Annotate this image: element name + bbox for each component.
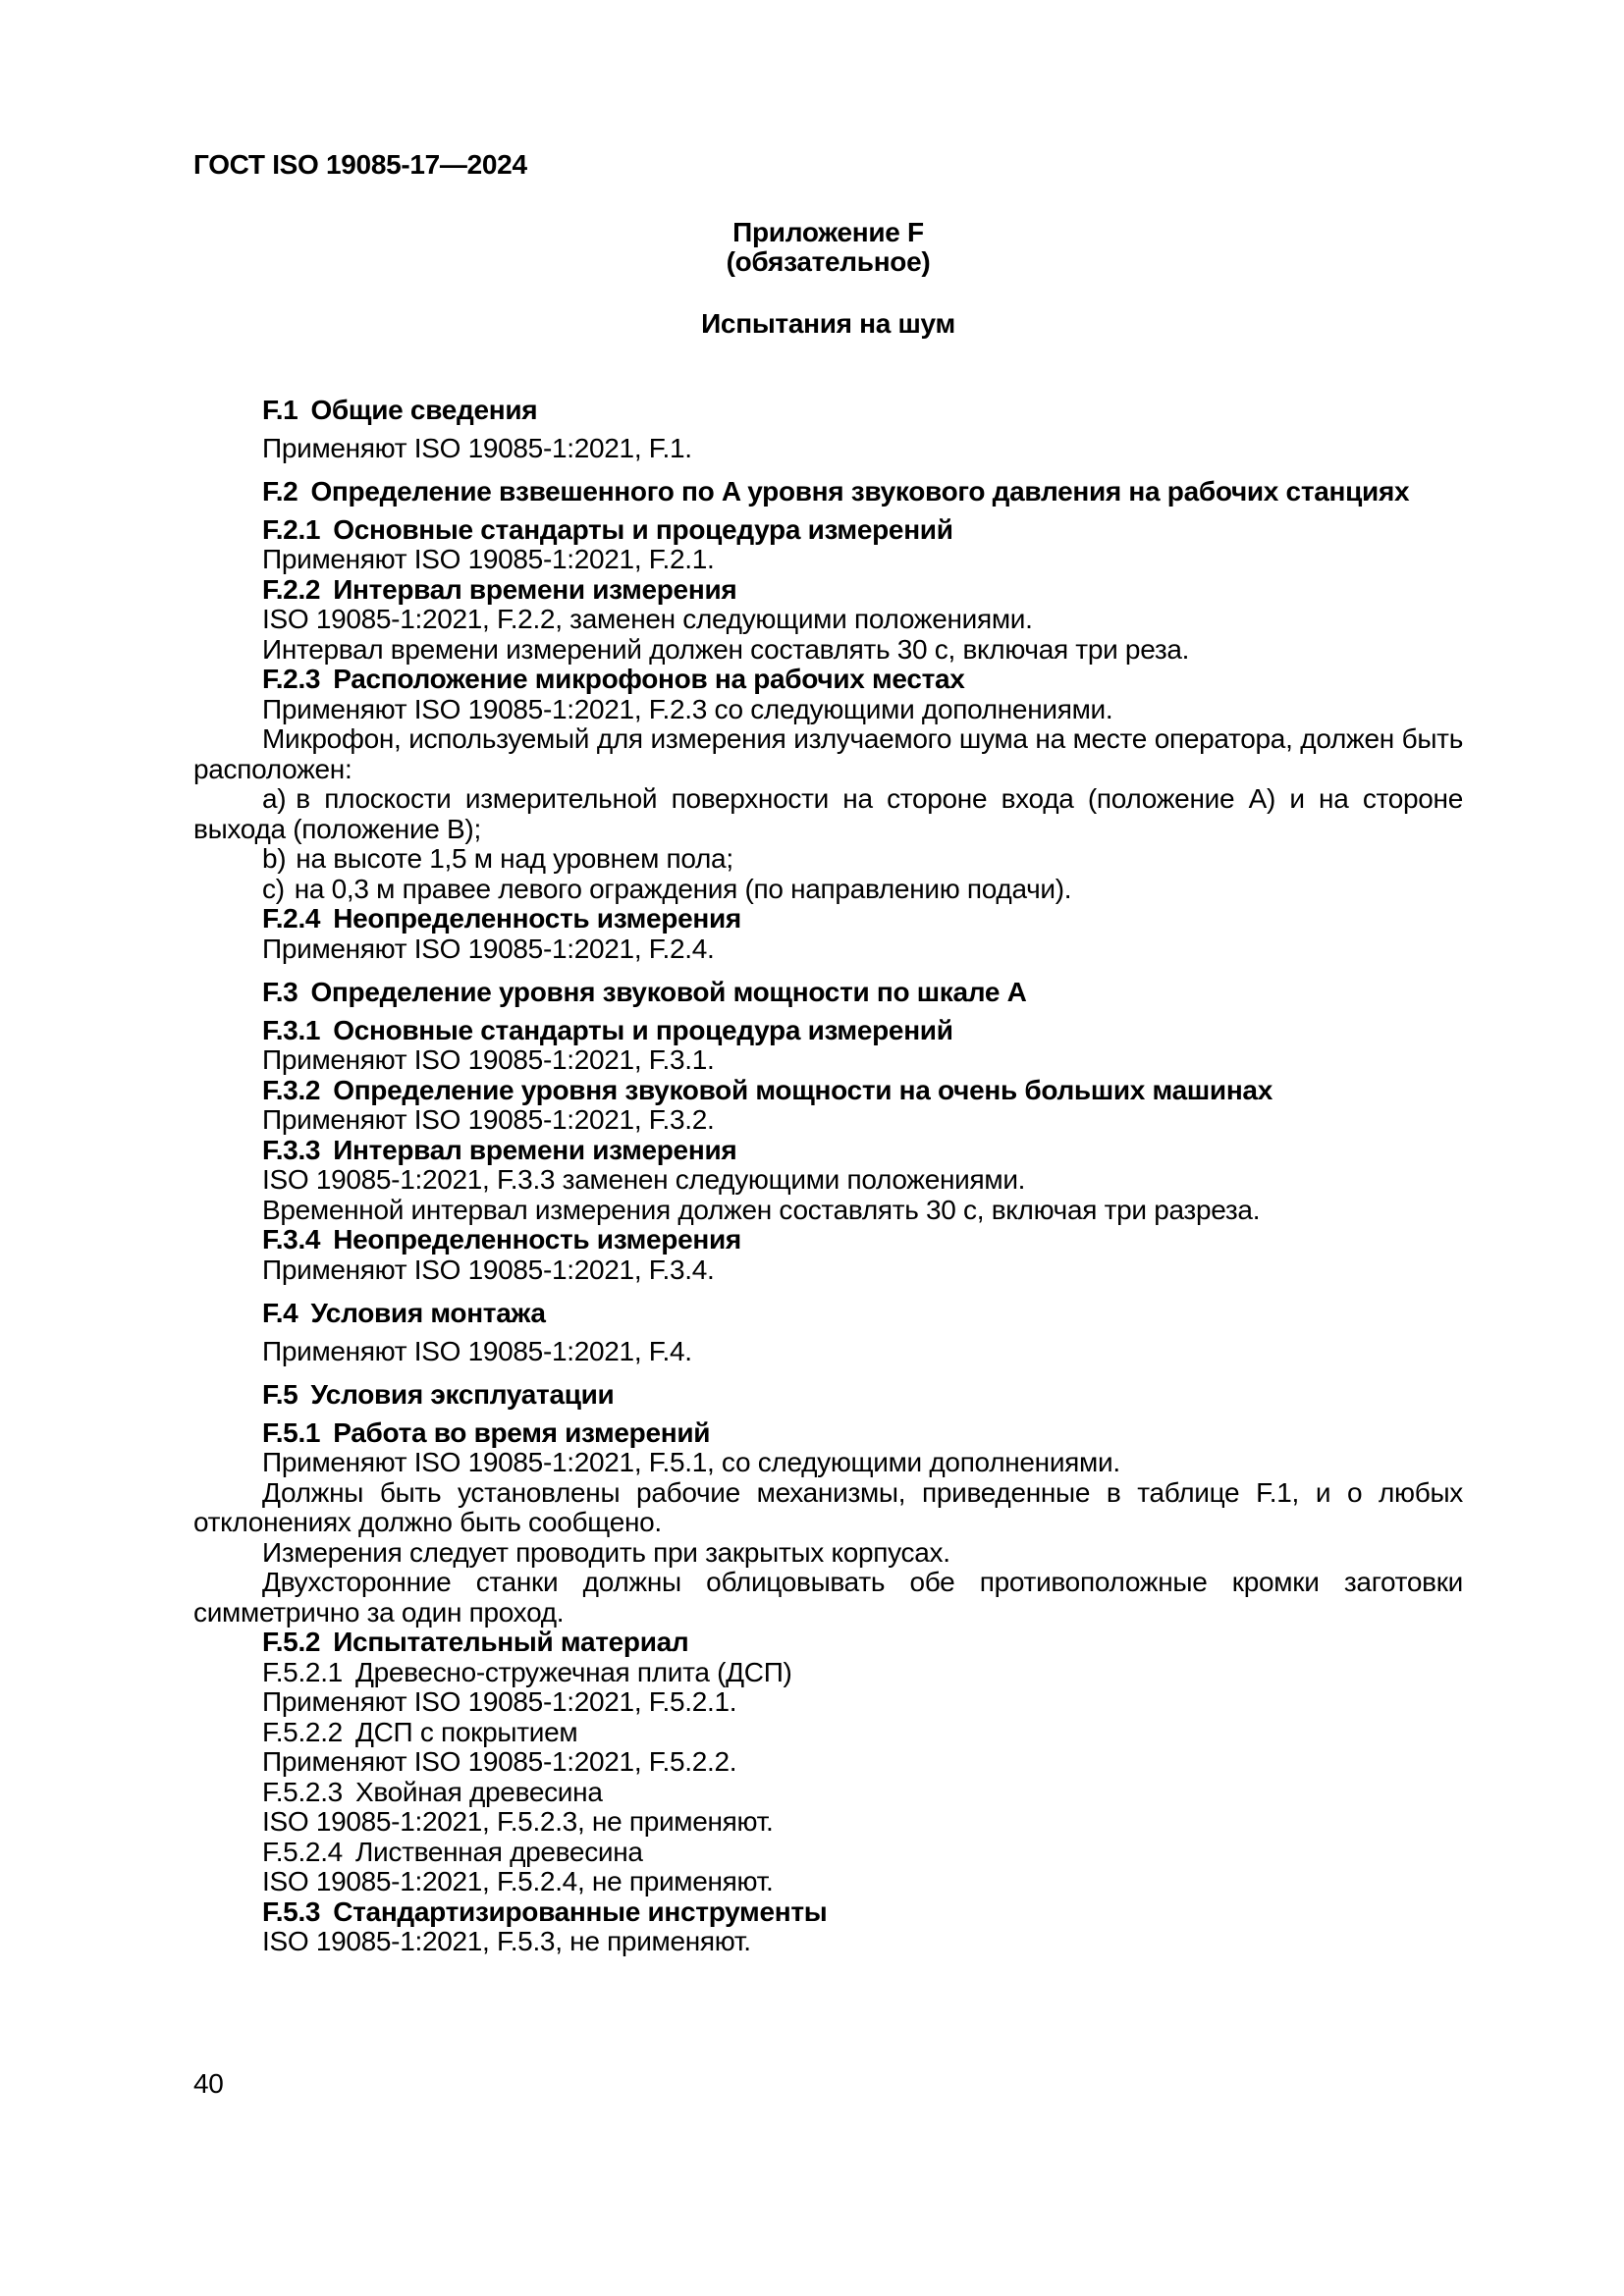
text-run: ISO 19085-1:2021, F.5.2.4, не применяют. bbox=[262, 1866, 774, 1896]
paragraph bbox=[193, 1538, 1463, 1569]
clause-number: F.2.4 bbox=[262, 903, 321, 934]
text-run: Применяют ISO 19085-1:2021, F.5.1, со следующими дополнениями. bbox=[262, 1447, 1120, 1477]
text-run: Интервал времени измерения bbox=[333, 573, 737, 605]
clause-number: F.4 bbox=[262, 1298, 298, 1328]
text-run: Должны быть установлены рабочие механизмы, приведенные в таблице F.1, и о любых отклонениях должно быть сообщено. bbox=[193, 1476, 1463, 1537]
paragraph bbox=[193, 1927, 1463, 1957]
clause-number: F.5 bbox=[262, 1379, 298, 1410]
list-marker: c) bbox=[262, 873, 285, 904]
subclause-heading bbox=[193, 1136, 1463, 1166]
clause-number: F.3.4 bbox=[262, 1224, 321, 1255]
document-body bbox=[193, 396, 1463, 1957]
text-run: ISO 19085-1:2021, F.2.2, заменен следующими положениями. bbox=[262, 604, 1033, 634]
clause-number: F.5.2.1 bbox=[262, 1656, 343, 1687]
text-run: Применяют ISO 19085-1:2021, F.3.4. bbox=[262, 1254, 715, 1285]
text-run: на высоте 1,5 м над уровнем пола; bbox=[296, 843, 733, 874]
clause-heading bbox=[193, 1299, 1463, 1329]
text-run: Испытательный материал bbox=[333, 1627, 689, 1657]
subclause-heading bbox=[193, 1628, 1463, 1658]
paragraph bbox=[193, 1165, 1463, 1196]
text-run: Лиственная древесина bbox=[354, 1836, 643, 1867]
text-run: Применяют ISO 19085-1:2021, F.3.1. bbox=[262, 1044, 715, 1075]
subsubclause-heading bbox=[193, 1718, 1463, 1748]
text-run: ISO 19085-1:2021, F.5.3, не применяют. bbox=[262, 1926, 751, 1956]
text-run: Условия монтажа bbox=[310, 1298, 546, 1328]
text-run: Применяют ISO 19085-1:2021, F.2.1. bbox=[262, 544, 715, 574]
text-run: ISO 19085-1:2021, F.3.3 заменен следующими положениями. bbox=[262, 1164, 1026, 1195]
subsubclause-heading bbox=[193, 1778, 1463, 1808]
text-run: Основные стандарты и процедура измерений bbox=[333, 513, 953, 545]
paragraph bbox=[193, 1478, 1463, 1538]
text-run: Применяют ISO 19085-1:2021, F.1. bbox=[262, 432, 692, 463]
text-run: ДСП с покрытием bbox=[354, 1716, 578, 1747]
text-run: Интервал времени измерения bbox=[333, 1134, 737, 1165]
page-number: 40 bbox=[193, 2068, 224, 2099]
paragraph bbox=[193, 1747, 1463, 1778]
text-run: Применяют ISO 19085-1:2021, F.5.2.2. bbox=[262, 1746, 737, 1777]
clause-number: F.5.2.3 bbox=[262, 1776, 343, 1807]
text-run: ISO 19085-1:2021, F.5.2.3, не применяют. bbox=[262, 1806, 774, 1837]
text-run: Расположение микрофонов на рабочих местах bbox=[333, 664, 965, 694]
text-run: Основные стандарты и процедура измерений bbox=[333, 1014, 953, 1045]
text-run: Древесно-стружечная плита (ДСП) bbox=[354, 1656, 792, 1687]
clause-heading bbox=[193, 477, 1463, 507]
text-run: Микрофон, используемый для измерения излучаемого шума на месте оператора, должен быть расположен: bbox=[193, 723, 1463, 784]
text-run: Неопределенность измерения bbox=[333, 903, 741, 934]
page-content bbox=[193, 150, 1463, 1957]
text-run: Работа во время измерений bbox=[333, 1416, 711, 1448]
subclause-heading bbox=[193, 1418, 1463, 1449]
paragraph bbox=[193, 1448, 1463, 1478]
clause-number: F.3.2 bbox=[262, 1074, 321, 1105]
clause-number: F.5.3 bbox=[262, 1896, 321, 1927]
paragraph bbox=[193, 1807, 1463, 1838]
list-item bbox=[193, 844, 1463, 875]
clause-number: F.3 bbox=[262, 977, 298, 1007]
subclause-heading bbox=[193, 1897, 1463, 1928]
paragraph bbox=[193, 605, 1463, 635]
clause-heading bbox=[193, 978, 1463, 1008]
text-run: Неопределенность измерения bbox=[333, 1224, 741, 1255]
text-run: Определение уровня звуковой мощности по шкале A bbox=[310, 977, 1027, 1007]
paragraph bbox=[193, 1687, 1463, 1718]
annex-label: Приложение F bbox=[732, 216, 924, 247]
subclause-heading bbox=[193, 515, 1463, 546]
text-run: Определение взвешенного по A уровня звукового давления на рабочих станциях bbox=[310, 476, 1410, 507]
text-run: Применяют ISO 19085-1:2021, F.3.2. bbox=[262, 1104, 715, 1135]
paragraph bbox=[193, 724, 1463, 784]
text-run: Применяют ISO 19085-1:2021, F.5.2.1. bbox=[262, 1686, 737, 1717]
text-run: Интервал времени измерений должен составлять 30 с, включая три реза. bbox=[262, 633, 1190, 665]
paragraph bbox=[193, 635, 1463, 666]
paragraph bbox=[193, 434, 1463, 464]
paragraph bbox=[193, 1105, 1463, 1136]
clause-number: F.2.3 bbox=[262, 664, 321, 694]
clause-heading bbox=[193, 1380, 1463, 1411]
clause-number: F.5.2 bbox=[262, 1627, 321, 1657]
text-run: Общие сведения bbox=[310, 395, 538, 425]
clause-number: F.2 bbox=[262, 476, 298, 507]
clause-number: F.5.2.2 bbox=[262, 1716, 343, 1747]
clause-number: F.3.3 bbox=[262, 1134, 321, 1165]
subclause-heading bbox=[193, 904, 1463, 934]
clause-number: F.2.2 bbox=[262, 573, 321, 605]
paragraph bbox=[193, 545, 1463, 575]
subclause-heading bbox=[193, 575, 1463, 606]
text-run: Двухсторонние станки должны облицовывать обе противоположные кромки заготовки симметрично за один проход. bbox=[193, 1567, 1463, 1628]
text-run: в плоскости измерительной поверхности на стороне входа (положение A) и на стороне выхода (положение B); bbox=[193, 783, 1463, 844]
paragraph bbox=[193, 1196, 1463, 1226]
text-run: Определение уровня звуковой мощности на очень больших машинах bbox=[333, 1074, 1272, 1105]
paragraph bbox=[193, 1867, 1463, 1897]
text-run: Временной интервал измерения должен составлять 30 с, включая три разреза. bbox=[262, 1194, 1261, 1225]
text-run: Стандартизированные инструменты bbox=[333, 1896, 828, 1927]
paragraph bbox=[193, 1045, 1463, 1076]
clause-number: F.5.2.4 bbox=[262, 1836, 343, 1867]
annex-title: Испытания на шум bbox=[701, 307, 955, 339]
list-item bbox=[193, 784, 1463, 844]
list-marker: b) bbox=[262, 843, 287, 874]
text-run: на 0,3 м правее левого ограждения (по направлению подачи). bbox=[294, 873, 1072, 904]
document-code: ГОСТ ISO 19085-17—2024 bbox=[193, 149, 527, 180]
subclause-heading bbox=[193, 1076, 1463, 1106]
clause-number: F.3.1 bbox=[262, 1014, 321, 1045]
list-marker: a) bbox=[262, 783, 287, 814]
text-run: Применяют ISO 19085-1:2021, F.4. bbox=[262, 1335, 692, 1366]
text-run: Измерения следует проводить при закрытых корпусах. bbox=[262, 1536, 950, 1568]
list-item bbox=[193, 875, 1463, 905]
text-run: Хвойная древесина bbox=[354, 1776, 603, 1807]
subsubclause-heading bbox=[193, 1838, 1463, 1868]
subsubclause-heading bbox=[193, 1658, 1463, 1688]
clause-number: F.5.1 bbox=[262, 1416, 321, 1448]
clause-number: F.2.1 bbox=[262, 513, 321, 545]
subclause-heading bbox=[193, 665, 1463, 695]
subclause-heading bbox=[193, 1016, 1463, 1046]
paragraph bbox=[193, 1568, 1463, 1628]
text-run: Условия эксплуатации bbox=[310, 1379, 615, 1410]
annex-status: (обязательное) bbox=[726, 246, 931, 277]
paragraph bbox=[193, 1255, 1463, 1286]
clause-number: F.1 bbox=[262, 395, 298, 425]
paragraph bbox=[193, 1337, 1463, 1367]
text-run: Применяют ISO 19085-1:2021, F.2.3 со следующими дополнениями. bbox=[262, 693, 1113, 724]
text-run: Применяют ISO 19085-1:2021, F.2.4. bbox=[262, 933, 715, 964]
paragraph bbox=[193, 695, 1463, 725]
clause-heading bbox=[193, 396, 1463, 426]
paragraph bbox=[193, 934, 1463, 965]
subclause-heading bbox=[193, 1225, 1463, 1255]
